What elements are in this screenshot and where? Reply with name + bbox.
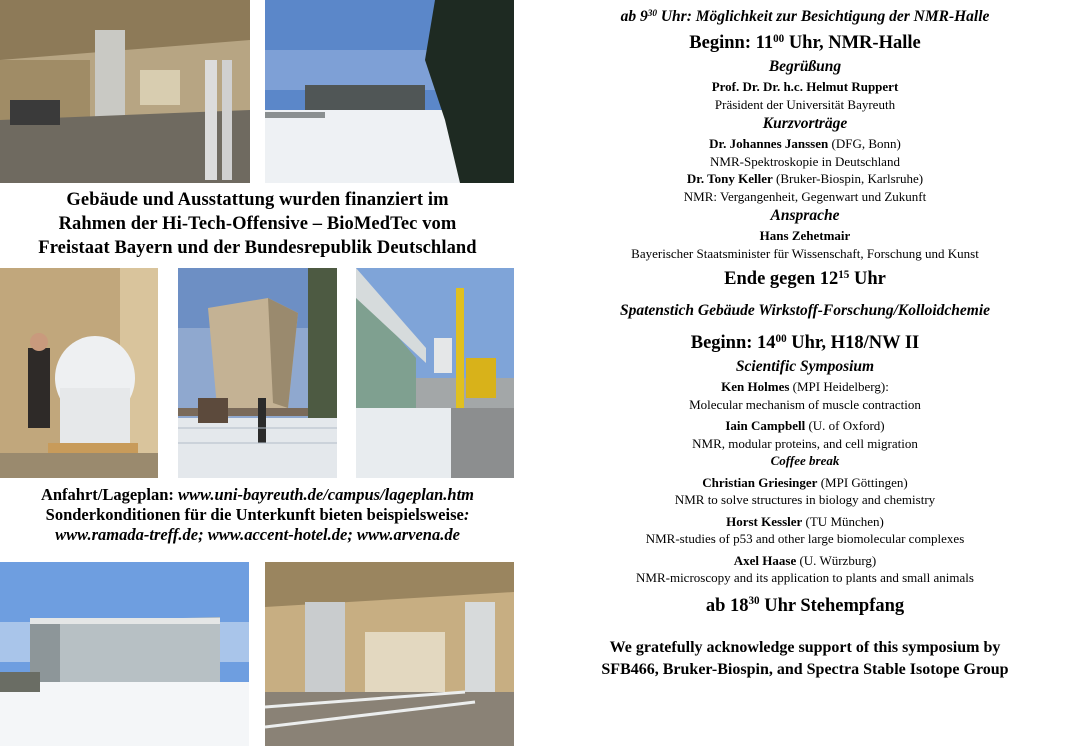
symposium-topic: NMR to solve structures in biology and chemistry: [674, 492, 936, 507]
travel-line-accommodation: [0, 505, 515, 525]
photo-hall-exterior: [0, 562, 249, 746]
photo-crane-lift-block: [178, 268, 337, 478]
symposium-speaker: Christian Griesinger (MPI Göttingen): [702, 474, 908, 490]
symposium-speaker: Iain Campbell (U. of Oxford): [725, 418, 885, 433]
photo-crane-site: [356, 268, 514, 478]
funding-statement: [0, 188, 515, 260]
talk-speaker: Dr. Tony Keller (Bruker-Biospin, Karlsruhe): [686, 171, 924, 186]
photo-hall-interior: [0, 0, 250, 183]
end-morning: Ende gegen $12^{15}$ Uhr: [724, 268, 886, 289]
section-address-title: Ansprache: [770, 207, 840, 224]
start-afternoon: Beginn: $14^{00}$ Uhr, H18/NW II: [690, 332, 920, 353]
talk-topic: NMR: Vergangenheit, Gegenwart und Zukunft: [683, 188, 927, 204]
symposium-topic: NMR-studies of p53 and other large biomolecular complexes: [645, 531, 965, 546]
reception: ab $18^{30}$ Uhr Stehempfang: [705, 595, 905, 616]
photo-magnet-delivery: [0, 268, 158, 478]
groundbreaking-title: Spatenstich Gebäude Wirkstoff-Forschung/Kolloidchemie: [619, 302, 991, 319]
travel-line-directions: [0, 485, 515, 505]
funding-line: Gebäude und Ausstattung wurden finanziert im: [66, 190, 449, 210]
funding-line: Freistaat Bayern und der Bundesrepublik Deutschland: [38, 238, 477, 258]
acknowledgement-line: We gratefully acknowledge support of this symposium by: [609, 638, 1001, 656]
travel-line-hotels: [0, 525, 515, 545]
funding-line: Rahmen der Hi-Tech-Offensive – BioMedTec vom: [58, 214, 457, 234]
coffee-break: Coffee break: [770, 453, 840, 468]
program-schedule: [540, 4, 1070, 681]
hotel-links[interactable]: www.ramada-treff.de; www.accent-hotel.de; www.arvena.de: [55, 525, 460, 544]
symposium-topic: Molecular mechanism of muscle contraction: [689, 396, 921, 412]
intro-line: ab $9^{30}$ Uhr: Möglichkeit zur Besichtigung der NMR-Halle: [620, 8, 990, 25]
talk-topic: NMR-Spektroskopie in Deutschland: [710, 153, 900, 169]
address-speaker: Hans Zehetmair: [759, 228, 851, 243]
symposium-speaker: Ken Holmes (MPI Heidelberg):: [721, 379, 889, 394]
photo-hall-gallery: [265, 562, 514, 746]
symposium-speaker: Axel Haase (U. Würzburg): [733, 552, 877, 568]
start-morning: Beginn: $11^{00}$ Uhr, NMR-Halle: [689, 32, 921, 53]
symposium-speaker: Horst Kessler (TU München): [726, 513, 884, 529]
symposium-topic: NMR, modular proteins, and cell migration: [692, 435, 918, 451]
section-talks-title: Kurzvorträge: [762, 115, 848, 132]
photo-building-snow: [265, 0, 514, 183]
travel-info: [0, 485, 515, 545]
welcome-speaker: Prof. Dr. Dr. h.c. Helmut Ruppert: [711, 79, 899, 94]
directions-link[interactable]: www.uni-bayreuth.de/campus/lageplan.htm: [178, 485, 475, 504]
talk-speaker: Dr. Johannes Janssen (DFG, Bonn): [709, 136, 901, 151]
accommodation-colon: :: [463, 505, 470, 524]
section-welcome-title: Begrüßung: [768, 58, 842, 75]
welcome-role: Präsident der Universität Bayreuth: [714, 96, 896, 112]
accommodation-text: Sonderkonditionen für die Unterkunft bieten beispielsweise: [45, 505, 464, 524]
directions-label: Anfahrt/Lageplan:: [40, 485, 179, 504]
acknowledgement-line: SFB466, Bruker-Biospin, and Spectra Stable Isotope Group: [601, 660, 1009, 678]
symposium-topic: NMR-microscopy and its application to plants and small animals: [636, 570, 974, 585]
address-role: Bayerischer Staatsminister für Wissenschaft, Forschung und Kunst: [631, 245, 979, 261]
section-symposium-title: Scientific Symposium: [735, 358, 875, 375]
